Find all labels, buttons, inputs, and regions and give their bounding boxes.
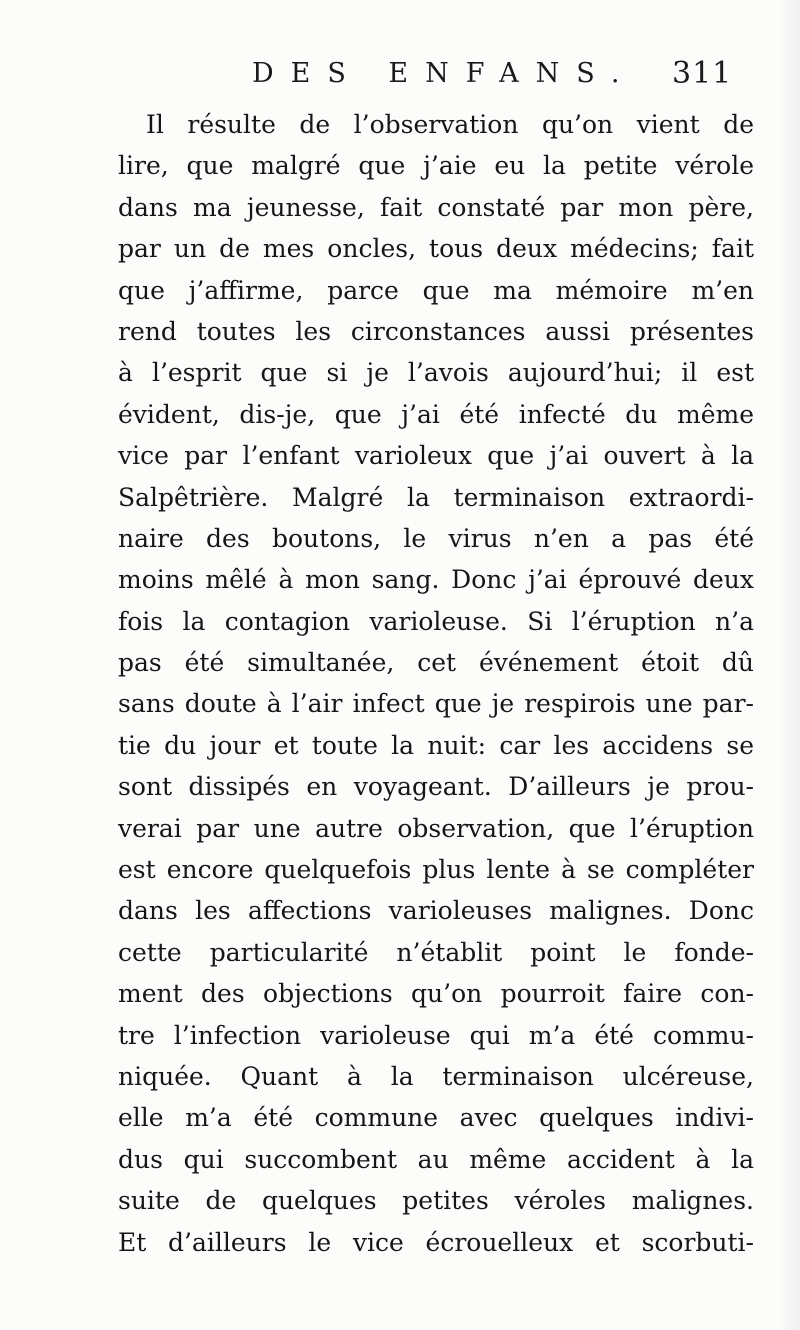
text-line: vice par l’enfant varioleux que j’ai ouvert à la — [118, 441, 754, 471]
text-line: Il résulte de l’observation qu’on vient de — [146, 110, 754, 139]
text-line: sans doute à l’air infect que je respirois une par- — [118, 689, 754, 719]
text-line: dus qui succombent au même accident à la — [118, 1144, 754, 1174]
text-line: Salpêtrière. Malgré la terminaison extraordi- — [118, 482, 754, 512]
page-edge-shadow — [778, 0, 800, 1330]
text-line: pas été simultanée, cet événement étoit dû — [118, 648, 754, 678]
text-line: que j’affirme, parce que ma mémoire m’en — [118, 275, 754, 305]
text-line: par un de mes oncles, tous deux médecins; fait — [118, 234, 754, 264]
text-line: à l’esprit que si je l’avois aujourd’hui; il est — [118, 358, 754, 388]
text-line: Et d’ailleurs le vice écrouelleux et scorbuti- — [118, 1227, 754, 1257]
text-line: tre l’infection varioleuse qui m’a été commu- — [118, 1020, 754, 1050]
text-line: verai par une autre observation, que l’éruption — [118, 813, 754, 843]
page-number: 311 — [672, 56, 733, 91]
body-text — [118, 104, 754, 1263]
running-title: DES ENFANS. — [252, 58, 637, 89]
text-line: rend toutes les circonstances aussi présentes — [118, 316, 754, 346]
text-line: tie du jour et toute la nuit: car les accidens se — [118, 730, 754, 760]
text-line: évident, dis-je, que j’ai été infecté du même — [118, 399, 754, 429]
page-header — [0, 56, 800, 96]
text-line: moins mêlé à mon sang. Donc j’ai éprouvé deux — [118, 565, 754, 595]
text-line: fois la contagion varioleuse. Si l’éruption n’a — [118, 606, 754, 636]
text-line: ment des objections qu’on pourroit faire con- — [118, 979, 754, 1009]
text-line: niquée. Quant à la terminaison ulcéreuse, — [118, 1061, 754, 1091]
text-line: suite de quelques petites véroles malignes. — [118, 1186, 754, 1216]
text-line: elle m’a été commune avec quelques indivi- — [118, 1103, 754, 1133]
text-line: dans les affections varioleuses malignes. Donc — [118, 896, 754, 926]
text-line: naire des boutons, le virus n’en a pas été — [118, 523, 754, 553]
text-line: dans ma jeunesse, fait constaté par mon père, — [118, 192, 754, 222]
text-line: cette particularité n’établit point le fonde- — [118, 937, 754, 967]
text-line: est encore quelquefois plus lente à se compléter — [118, 855, 754, 885]
text-line: sont dissipés en voyageant. D’ailleurs je prou- — [118, 772, 754, 802]
text-line: lire, que malgré que j’aie eu la petite vérole — [118, 151, 754, 181]
